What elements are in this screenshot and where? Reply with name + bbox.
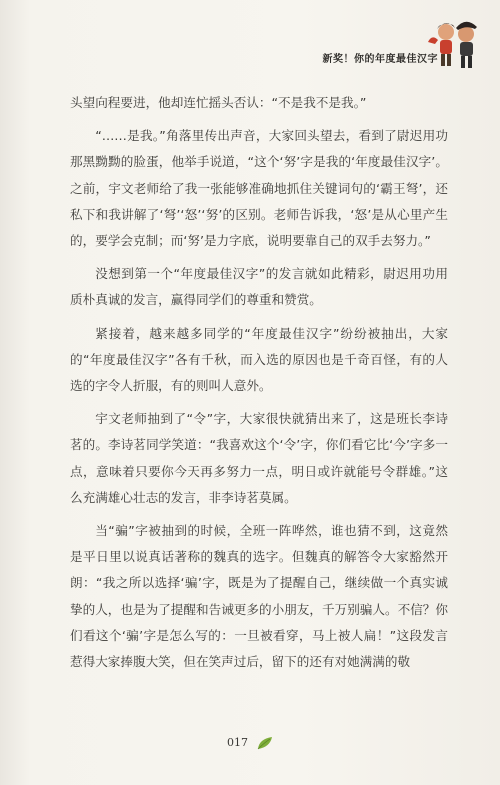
paragraph: “……是我。”角落里传出声音，大家回头望去，看到了尉迟用功那黑黝黝的脸蛋，他举手说道，“这个‘努’字是我的‘年度最佳汉字’。之前，宇文老师给了我一张能够准确地抓住关键词句的‘霸王弩’，还私下和我讲解了‘弩’‘怒’‘努’的区别。老师告诉我，‘怒’是从心里产生的，要学会克制；而‘努’是力字底，说明要靠自己的双手去努力。” [70,128,448,249]
running-header-title: 新奖！你的年度最佳汉字 [322,54,438,65]
body-text [70,90,448,675]
paragraph: 没想到第一个“年度最佳汉字”的发言就如此精彩，尉迟用功用质朴真诚的发言，赢得同学们的尊重和赞赏。 [70,266,448,308]
page-footer [0,732,500,751]
paragraph: 头望向程要进，他却连忙摇头否认：“不是我不是我。” [70,95,367,110]
leaf-icon [257,736,273,750]
paragraph: 当“骗”字被抽到的时候，全班一阵哗然，谁也猜不到，这竟然是平日里以说真话著称的魏真的选字。但魏真的解答令大家豁然开朗：“我之所以选择‘骗’字，既是为了提醒自己，继续做一个真实诚挚的人，也是为了提醒和告诫更多的小朋友，千万别骗人。不信？你们看这个‘骗’字是怎么写的：一旦被看穿，马上被人扁！”这段发言惹得大家捧腹大笑，但在笑声过后，留下的还有对她满满的敬 [70,523,448,670]
paragraph: 宇文老师抽到了“令”字，大家很快就猜出来了，这是班长李诗茗的。李诗茗同学笑道：“我喜欢这个‘令’字，你们看它比‘今’字多一点，意味着只要你今天再多努力一点，明日或许就能号令群雄。”这么充满雄心壮志的发言，非李诗茗莫属。 [70,411,448,505]
page-number: 017 [226,736,248,749]
paragraph: 紧接着，越来越多同学的“年度最佳汉字”纷纷被抽出，大家的“年度最佳汉字”各有千秋，而入选的原因也是千奇百怪，有的人选的字令人折服，有的则叫人意外。 [70,325,448,394]
